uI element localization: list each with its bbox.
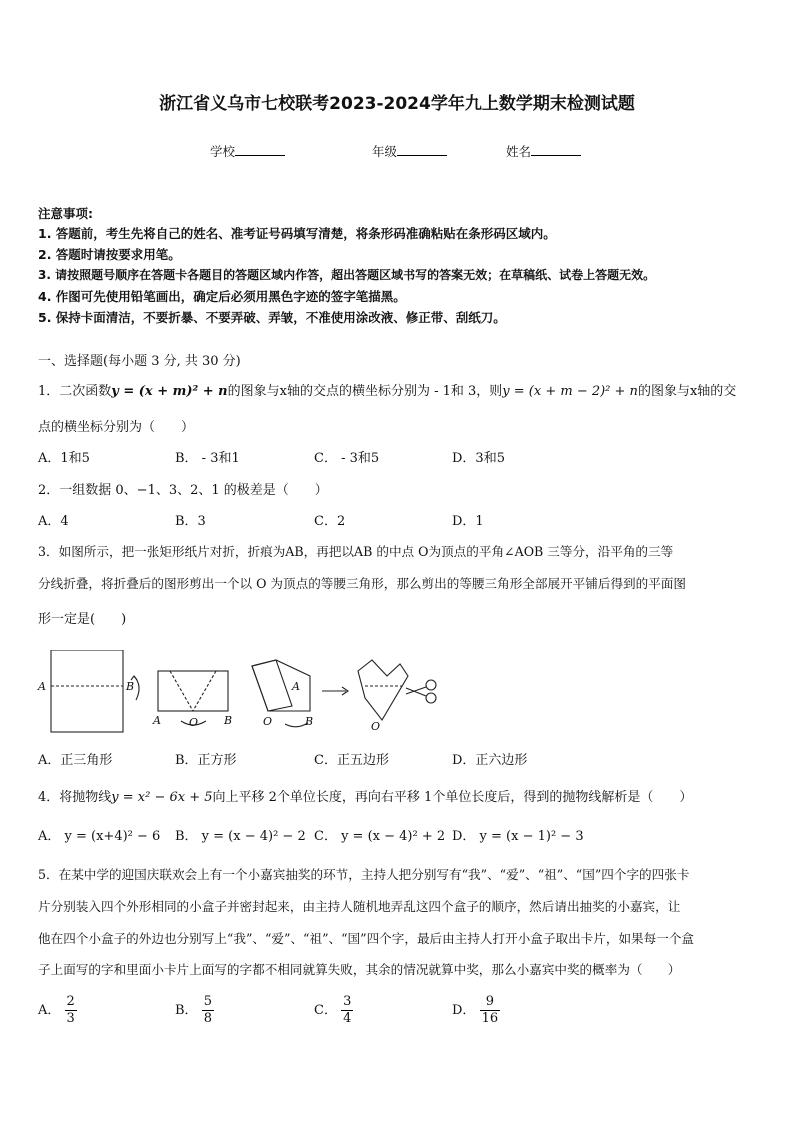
- grade-label: 年级: [372, 144, 398, 159]
- q1-prefix: 1．二次函数: [38, 384, 112, 399]
- page-title: 浙江省义乌市七校联考2023-2024学年九上数学期末检测试题: [159, 94, 635, 114]
- q1-formula-1: y = (x + m)² + n: [111, 384, 228, 399]
- question-5-line-1: 5．在某中学的迎国庆联欢会上有一个小嘉宾抽奖的环节，主持人把分别写有“我”、“爱”、“祖”、“国”四个字的四张卡: [38, 867, 690, 882]
- label-B: B: [126, 680, 135, 693]
- q1-suffix: 的图象与x轴的交: [637, 384, 737, 399]
- q3-option-d: D．正六边形: [452, 753, 528, 768]
- label-B: B: [224, 714, 233, 727]
- question-1-line-1: [38, 380, 736, 399]
- note-item: 3. 请按照题号顺序在答题卡各题目的答题区域内作答，超出答题区域书写的答案无效；在草稿纸、试卷上答题无效。: [38, 268, 656, 282]
- q4-suffix: 向上平移 2个单位长度，再向右平移 1个单位长度后，得到的抛物线解析是（ ）: [212, 790, 693, 805]
- q4-option-a: A． y = (x+4)² − 6: [38, 829, 161, 844]
- q2-option-c: C．2: [314, 514, 346, 529]
- note-item: 1. 答题前，考生先将自己的姓名、准考证号码填写清楚，将条形码准确粘贴在条形码区域内。: [38, 226, 556, 241]
- label-B: B: [305, 715, 314, 728]
- label-O: O: [263, 715, 273, 728]
- grade-field: [372, 142, 447, 160]
- q5-option-d: D． $\frac{9}{16}$: [452, 994, 499, 1026]
- q1-option-a: A．1和5: [38, 451, 90, 466]
- folded-shape: [252, 660, 310, 711]
- folding-figure: [30, 650, 450, 745]
- q2-option-b: B．3: [175, 514, 206, 529]
- school-field: [210, 142, 285, 160]
- q1-option-b: B． - 3和1: [175, 451, 240, 466]
- question-3-line-1: 3．如图所示，把一张矩形纸片对折，折痕为AB，再把以AB 的中点 O为顶点的平角∠AOB 三等分，沿平角的三等: [38, 544, 674, 559]
- label-A: A: [292, 680, 300, 693]
- q5-option-a: A． $\frac{2}{3}$: [38, 994, 75, 1026]
- label-O: O: [189, 716, 199, 729]
- q3-option-a: A．正三角形: [38, 753, 113, 768]
- question-3-line-3: 形一定是( ): [38, 612, 127, 627]
- q4-prefix: 4．将抛物线: [38, 790, 112, 805]
- q4-option-c: C． y = (x − 4)² + 2: [314, 829, 446, 844]
- question-5-line-2: 片分别装入四个外形相同的小盒子并密封起来，由主持人随机地弄乱这四个盒子的顺序，然后请出抽奖的小嘉宾，让: [38, 899, 681, 914]
- question-5-line-4: 子上面写的字和里面小卡片上面写的字都不相同就算失败，其余的情况就算中奖，那么小嘉宾中奖的概率为（ ）: [38, 962, 681, 977]
- question-3-line-2: 分线折叠，将折叠后的图形剪出一个以 O 为顶点的等腰三角形，那么剪出的等腰三角形全部展开平铺后得到的平面图: [38, 576, 687, 591]
- q1-option-d: D．3和5: [452, 451, 505, 466]
- q5-option-c: C． $\frac{3}{4}$: [314, 994, 352, 1026]
- fraction: $\frac{9}{16}$: [481, 994, 499, 1026]
- q4-option-b: B． y = (x − 4)² − 2: [175, 829, 306, 844]
- section-heading: 一、选择题(每小题 3 分, 共 30 分): [38, 354, 241, 369]
- fraction: $\frac{3}{4}$: [343, 994, 352, 1026]
- question-2-text: 2．一组数据 0、−1、3、2、1 的极差是（ ）: [38, 483, 328, 498]
- question-1-line-2: 点的横坐标分别为（ ）: [38, 420, 195, 435]
- label-O: O: [371, 720, 381, 733]
- question-4-line: [38, 786, 692, 805]
- name-field: [506, 142, 581, 160]
- note-item: 4. 作图可先使用铅笔画出，确定后必须用黑色字迹的签字笔描黑。: [38, 289, 406, 304]
- q4-formula: y = x² − 6x + 5: [111, 790, 213, 805]
- q3-option-b: B．正方形: [175, 753, 237, 768]
- q1-option-c: C． - 3和5: [314, 451, 380, 466]
- q1-middle: 的图象与x轴的交点的横坐标分别为 - 1和 3，则: [227, 384, 503, 399]
- notes-heading: 注意事项:: [38, 206, 93, 221]
- paper-rectangle: [51, 650, 123, 732]
- note-item: 2. 答题时请按要求用笔。: [38, 247, 181, 262]
- grade-blank: [397, 143, 447, 156]
- note-item: 5. 保持卡面清洁，不要折暴、不要弄破、弄皱，不准使用涂改液、修正带、刮纸刀。: [38, 310, 506, 325]
- q1-formula-2: y = (x + m − 2)² + n: [502, 384, 638, 399]
- folded-rectangle: [158, 671, 228, 711]
- cut-shape: [358, 660, 408, 720]
- label-A: A: [38, 680, 46, 693]
- name-blank: [531, 143, 581, 156]
- q3-option-c: C．正五边形: [314, 753, 389, 768]
- q2-option-d: D．1: [452, 514, 484, 529]
- q2-option-a: A．4: [38, 514, 69, 529]
- school-label: 学校: [210, 144, 236, 159]
- fraction: $\frac{5}{8}$: [203, 994, 212, 1026]
- q5-option-b: B． $\frac{5}{8}$: [175, 994, 212, 1026]
- fraction: $\frac{2}{3}$: [66, 994, 75, 1026]
- label-A: A: [153, 714, 161, 727]
- school-blank: [235, 143, 285, 156]
- question-5-line-3: 他在四个小盒子的外边也分别写上“我”、“爱”、“祖”、“国”四个字，最后由主持人打开小盒子取出卡片，如果每一个盒: [38, 931, 695, 946]
- q4-option-d: D． y = (x − 1)² − 3: [452, 829, 584, 844]
- scissors-icon: [426, 680, 436, 690]
- name-label: 姓名: [506, 144, 532, 159]
